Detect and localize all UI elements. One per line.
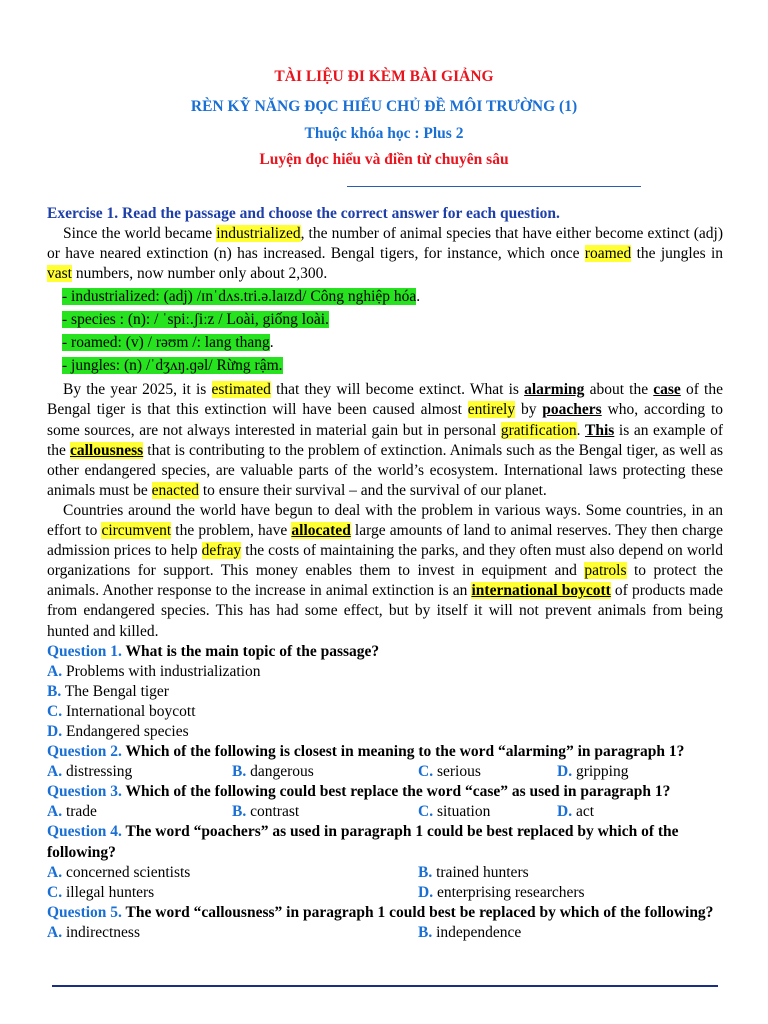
vocab-punct: . <box>416 288 421 306</box>
answer-option[interactable] <box>47 923 418 943</box>
vocab-text: - jungles: (n) /ˈdʒʌŋ.ɡəl/ Rừng rậm. <box>62 357 283 375</box>
text-run: the jungles in <box>631 245 723 263</box>
question-text: The word “poachers” as used in paragraph 1 could be best replaced by which of the following? <box>47 823 679 861</box>
passage-paragraph-1 <box>47 224 723 284</box>
text-run: . <box>576 421 586 439</box>
option-letter: C. <box>418 803 434 821</box>
option-letter: B. <box>232 763 247 781</box>
question-1 <box>47 642 723 742</box>
options-row <box>47 883 723 903</box>
vocab-punct: . <box>269 334 274 352</box>
answer-option[interactable] <box>232 802 418 822</box>
highlighted-underlined-word: callousness <box>70 441 144 459</box>
question-number: Question 5. <box>47 903 122 921</box>
vocabulary-list <box>62 286 723 378</box>
underlined-word: poachers <box>542 401 602 419</box>
option-text: situation <box>433 803 491 821</box>
option-text: trade <box>62 803 97 821</box>
option-text: gripping <box>572 763 629 781</box>
highlighted-word: defray <box>201 542 242 560</box>
answer-option[interactable] <box>418 802 557 822</box>
answer-option[interactable] <box>47 863 418 883</box>
answer-option[interactable] <box>47 802 232 822</box>
answer-option[interactable] <box>418 863 768 883</box>
answer-option[interactable] <box>557 802 677 822</box>
highlighted-word: estimated <box>211 381 271 399</box>
answer-option[interactable] <box>418 762 557 782</box>
question-number: Question 4. <box>47 823 122 841</box>
option-text: distressing <box>62 763 133 781</box>
options-row <box>47 762 723 782</box>
option-letter: A. <box>47 763 63 781</box>
underlined-word: This <box>585 421 615 439</box>
vocab-text: - species : (n): / ˈspiː.ʃiːz / Loài, giống loài. <box>62 311 329 329</box>
question-text: Which of the following is closest in meaning to the word “alarming” in paragraph 1? <box>121 743 685 761</box>
header-divider <box>347 186 641 187</box>
question-number: Question 3. <box>47 783 122 801</box>
passage-paragraph-3 <box>47 501 723 642</box>
passage-paragraph-2 <box>47 380 723 501</box>
vocab-text: - roamed: (v) / rəʊm /: lang thang <box>62 334 270 352</box>
text-run: who, according to some sources, are not always interested in material gain but in personal <box>47 401 723 439</box>
question-text: What is the main topic of the passage? <box>121 642 380 660</box>
option-letter: A. <box>47 803 63 821</box>
option-text: enterprising researchers <box>433 883 585 901</box>
text-run: of products made from endangered species. This has had some effect, but by itself it will not prevent animals from being hunted and killed. <box>47 582 724 640</box>
option-letter: C. <box>47 702 63 720</box>
exercise-title: Exercise 1. Read the passage and choose the correct answer for each question. <box>47 205 560 222</box>
answer-option[interactable] <box>47 682 723 702</box>
text-run: that is contributing to the problem of extinction. Animals such as the Bengal tiger, as well as other endangered species, are valuable parts of the world’s ecosystem. International laws protecting these animals must be <box>47 441 723 499</box>
option-text: Endangered species <box>62 722 189 740</box>
answer-option[interactable] <box>47 722 723 742</box>
option-text: dangerous <box>246 763 314 781</box>
answer-option[interactable] <box>47 662 723 682</box>
option-text: contrast <box>246 803 300 821</box>
answer-option[interactable] <box>418 883 768 903</box>
option-letter: B. <box>232 803 247 821</box>
answer-option[interactable] <box>47 883 418 903</box>
highlighted-word: roamed <box>584 245 632 263</box>
answer-option[interactable] <box>557 762 677 782</box>
text-run: large amounts of land to animal reserves. They then charge admission prices to help <box>47 522 724 560</box>
highlighted-word: gratification <box>500 421 577 439</box>
options-row <box>47 863 723 883</box>
text-run: By the year 2025, it is <box>63 381 212 399</box>
option-letter: A. <box>47 923 63 941</box>
option-letter: D. <box>418 883 434 901</box>
option-text: independence <box>432 923 522 941</box>
vocab-text: - industrialized: (adj) /ɪnˈdʌs.tri.ə.laɪzd/ Công nghiệp hóa <box>62 288 417 306</box>
text-run: is an example of the <box>47 421 724 459</box>
footer-divider <box>52 985 718 987</box>
text-run: by <box>515 401 543 419</box>
answer-option[interactable] <box>418 923 768 943</box>
document-body <box>47 204 723 943</box>
option-text: trained hunters <box>432 863 529 881</box>
text-run: numbers, now number only about 2,300. <box>71 265 328 283</box>
answer-option[interactable] <box>232 762 418 782</box>
option-letter: A. <box>47 662 63 680</box>
option-text: concerned scientists <box>62 863 191 881</box>
option-letter: D. <box>557 803 573 821</box>
highlighted-word: patrols <box>584 562 627 580</box>
option-letter: A. <box>47 863 63 881</box>
question-number: Question 2. <box>47 743 122 761</box>
highlighted-underlined-word: international boycott <box>471 582 611 600</box>
option-text: The Bengal tiger <box>61 682 169 700</box>
text-run: the problem, have <box>171 522 292 540</box>
option-letter: B. <box>418 923 433 941</box>
text-run: that they will become extinct. What is <box>270 381 525 399</box>
highlighted-underlined-word: allocated <box>291 522 351 540</box>
doc-header-title: TÀI LIỆU ĐI KÈM BÀI GIẢNG <box>274 68 494 85</box>
answer-option[interactable] <box>47 702 723 722</box>
doc-header-course: Thuộc khóa học : Plus 2 <box>304 125 464 142</box>
question-4 <box>47 822 723 902</box>
text-run: of the Bengal tiger is that this extinction will have been caused almost <box>47 381 723 419</box>
doc-header-topic: RÈN KỸ NĂNG ĐỌC HIỂU CHỦ ĐỀ MÔI TRƯỜNG (1) <box>190 98 578 115</box>
highlighted-word: entirely <box>467 401 516 419</box>
question-5 <box>47 903 723 943</box>
vocab-item <box>62 332 723 355</box>
text-run: to protect the animals. Another response to the increase in animal extinction is an <box>47 562 723 600</box>
option-text: serious <box>433 763 481 781</box>
doc-header-subtitle: Luyện đọc hiểu và điền từ chuyên sâu <box>259 151 509 168</box>
options-row <box>47 923 723 943</box>
vocab-item <box>62 309 723 332</box>
question-2 <box>47 742 723 782</box>
option-text: illegal hunters <box>62 883 155 901</box>
option-letter: B. <box>418 863 433 881</box>
text-run: Since the world became <box>63 225 217 243</box>
text-run: Countries around the world have begun to deal with the problem in various ways. Some countries, in an effort to <box>47 501 723 540</box>
option-letter: D. <box>47 722 63 740</box>
option-text: Problems with industrialization <box>62 662 261 680</box>
vocab-item <box>62 286 723 309</box>
question-text: Which of the following could best replace the word “case” as used in paragraph 1? <box>121 783 671 801</box>
option-letter: C. <box>418 763 434 781</box>
underlined-word: alarming <box>524 381 585 399</box>
text-run: the costs of maintaining the parks, and they often must also depend on world organizations for support. This money enables them to invest in equipment and <box>47 542 723 580</box>
highlighted-word: enacted <box>151 481 199 499</box>
text-run: about the <box>584 381 654 399</box>
answer-option[interactable] <box>47 762 232 782</box>
underlined-word: case <box>653 381 681 399</box>
highlighted-word: industrialized <box>216 225 301 243</box>
text-run: , the number of animal species that have either become extinct (adj) or have neared extinction (n) has increased. Bengal tigers, for instance, which once <box>47 225 723 263</box>
question-3 <box>47 782 723 822</box>
option-letter: B. <box>47 682 62 700</box>
question-number: Question 1. <box>47 642 122 660</box>
highlighted-word: vast <box>47 265 72 283</box>
highlighted-word: circumvent <box>101 522 172 540</box>
question-text: The word “callousness” in paragraph 1 could best be replaced by which of the following? <box>121 903 714 921</box>
text-run: to ensure their survival – and the survival of our planet. <box>198 481 547 499</box>
option-text: act <box>572 803 595 821</box>
option-text: International boycott <box>62 702 196 720</box>
option-letter: D. <box>557 763 573 781</box>
vocab-item <box>62 355 723 378</box>
options-row <box>47 802 723 822</box>
option-letter: C. <box>47 883 63 901</box>
option-text: indirectness <box>62 923 140 941</box>
